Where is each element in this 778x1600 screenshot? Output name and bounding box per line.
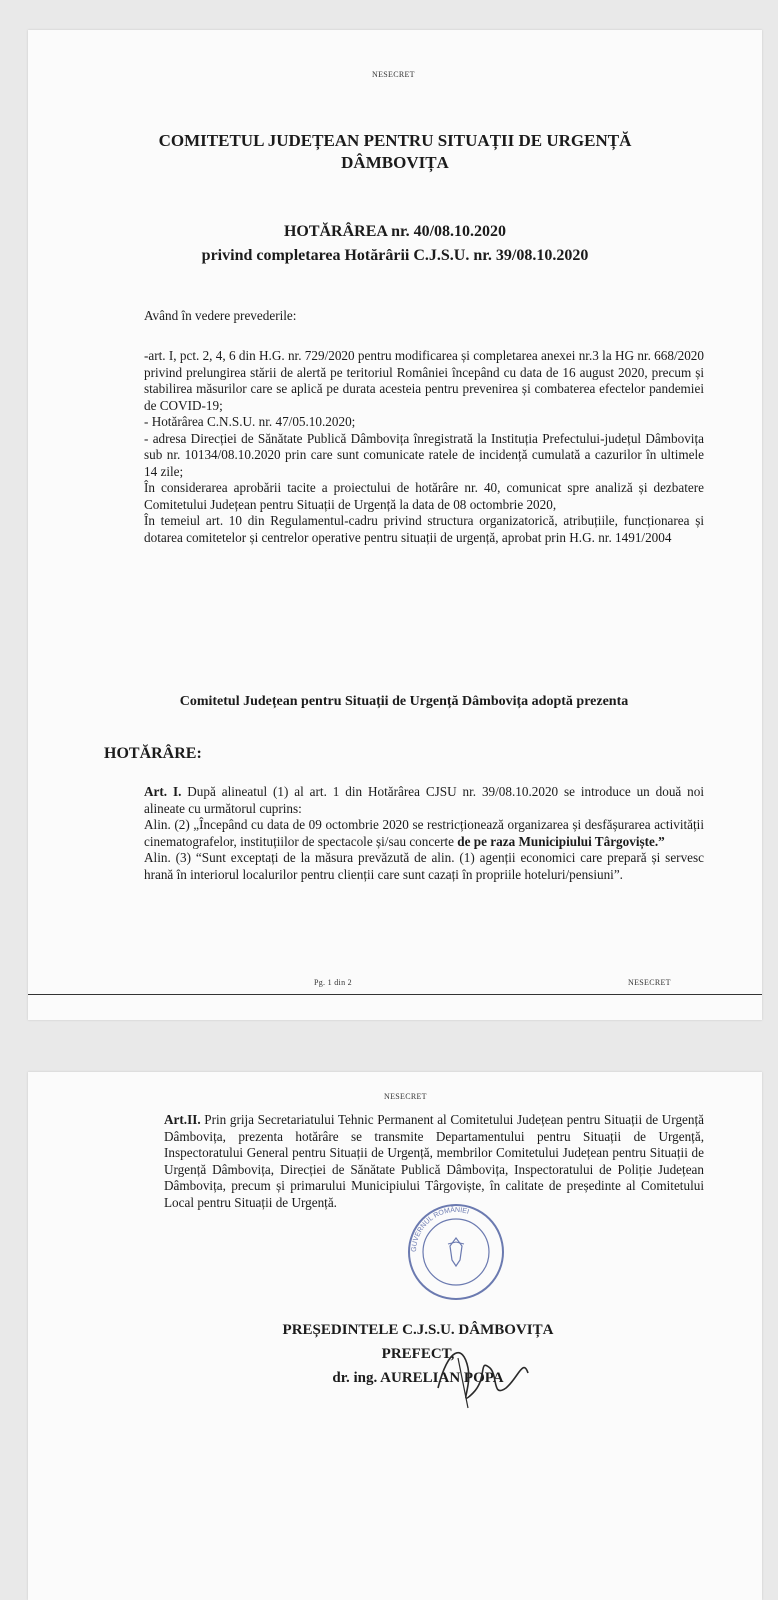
- decision-title: [28, 220, 762, 268]
- article-1: [104, 784, 704, 817]
- signature-role: PREFECT,: [381, 1346, 455, 1362]
- article-2-label: Art.II.: [164, 1112, 201, 1127]
- articles-block: [104, 784, 704, 883]
- legal-basis-item: - Hotărârea C.N.S.U. nr. 47/05.10.2020;: [144, 414, 356, 429]
- paragraph-2-bold: de pe raza Municipiului Târgoviște.”: [457, 833, 665, 849]
- article-2: [104, 1112, 704, 1211]
- hotarare-heading: HOTĂRÂRE:: [104, 745, 202, 762]
- legal-basis-item: În temeiul art. 10 din Regulamentul-cadru privind structura organizatorică, atribuțiile, funcționarea și dotarea comitetelor și centrelor operative pentru situații de urgență, aprobat prin H.G. nr. 1491/2004: [144, 513, 704, 545]
- handwritten-signature: [428, 1338, 538, 1418]
- footer-rule: [28, 994, 762, 995]
- paragraph-2-text: Alin. (2) „Începând cu data de 09 octombrie 2020 se restricționează organizarea și desfășurarea activității cinematografelor, instituțiilor de spectacole și/sau concerte: [144, 817, 704, 849]
- legal-basis-item: În considerarea aprobării tacite a proiectului de hotărâre nr. 40, comunicat spre analiză și dezbatere Comitetului Județean pentru Situații de Urgență la data de 08 octombrie 2020,: [144, 480, 704, 512]
- signature-title: PREȘEDINTELE C.J.S.U. DÂMBOVIȚA: [282, 1322, 554, 1338]
- stamp-text: GUVERNUL ROMÂNIEI: [410, 1206, 470, 1253]
- classification-mark: NESECRET: [384, 1092, 427, 1101]
- adoption-statement: Comitetul Județean pentru Situații de Urgență Dâmbovița adoptă prezenta: [179, 694, 629, 709]
- legal-basis-list: [104, 348, 704, 546]
- official-stamp: [406, 1202, 506, 1302]
- signature-name: dr. ing. AURELIAN POPA: [332, 1370, 504, 1386]
- article-1-text: După alineatul (1) al art. 1 din Hotărârea CJSU nr. 39/08.10.2020 se introduce un două noi alineate cu următorul cuprins:: [144, 784, 705, 816]
- intro-text: Având în vedere prevederile:: [144, 308, 297, 323]
- article-1-label: Art. I.: [144, 784, 182, 799]
- article-2-text: Prin grija Secretariatului Tehnic Permanent al Comitetului Județean pentru Situații de Urgență Dâmbovița, prezenta hotărâre se transmite Departamentului pentru Situații de Urgență, Inspectoratului General pentru Situații de Urgență, membrilor Comitetului Județean pentru Situații de Urgență Dâmbovița, Direcției de Sănătate Publică Dâmbovița, Inspectoratului de Poliție Județean Dâmbovița, precum și primarului Municipiului Târgoviște, în calitate de președinte al Comitetului Local pentru Situații de Urgență.: [164, 1112, 705, 1210]
- committee-title: [28, 130, 762, 174]
- document-page-1: [28, 30, 762, 1020]
- paragraph-2: [104, 817, 704, 850]
- page-number: Pg. 1 din 2: [314, 978, 352, 987]
- signature-block: [188, 1318, 648, 1390]
- paragraph-3: Alin. (3) “Sunt exceptați de la măsura prevăzută de alin. (1) agenții economici care prepară și servesc hrană în interiorul localurilor pentru clienții care sunt cazați în propriile hoteluri/pensiuni”.: [144, 850, 704, 882]
- document-page-2: [28, 1072, 762, 1600]
- legal-basis-item: -art. I, pct. 2, 4, 6 din H.G. nr. 729/2020 pentru modificarea și completarea anexei nr.3 la HG nr. 668/2020 privind prelungirea stării de alertă pe teritoriul României începând cu data de 16 august 2020, precum și stabilirea măsurilor care se aplică pe durata acesteia pentru prevenirea și combaterea efectelor pandemiei de COVID-19;: [144, 348, 704, 413]
- classification-mark: NESECRET: [372, 70, 415, 79]
- decision-number: HOTĂRÂREA nr. 40/08.10.2020: [283, 223, 507, 240]
- legal-basis-item: - adresa Direcției de Sănătate Publică Dâmbovița înregistrată la Instituția Prefectului-județul Dâmbovița sub nr. 10134/08.10.2020 prin care sunt comunicate ratele de incidență cumulată a cazurilor în ultimele 14 zile;: [144, 430, 704, 479]
- committee-title-line1: COMITETUL JUDEȚEAN PENTRU SITUAȚII DE URGENȚĂ: [158, 131, 632, 150]
- decision-subject: privind completarea Hotărârii C.J.S.U. nr. 39/08.10.2020: [201, 247, 589, 264]
- committee-title-line2: DÂMBOVIȚA: [341, 153, 449, 172]
- footer-classification-mark: NESECRET: [628, 978, 671, 987]
